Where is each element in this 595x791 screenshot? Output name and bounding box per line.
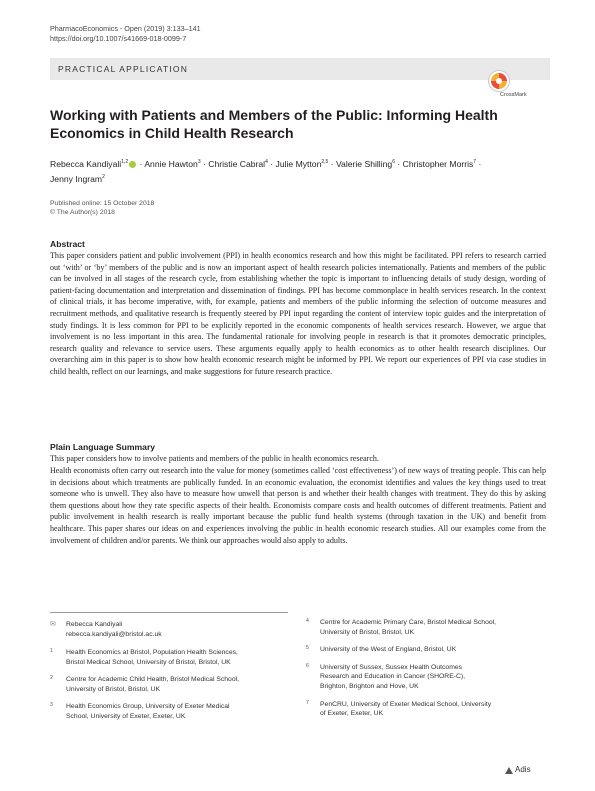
- affiliation-line: School, University of Exeter, Exeter, UK: [66, 713, 186, 720]
- affiliation-line: Health Economics at Bristol, Population Health Sciences,: [66, 649, 238, 656]
- affiliation-line: Health Economics Group, University of Exeter Medical: [66, 703, 230, 711]
- affiliation-number: 1: [50, 648, 53, 654]
- author-name[interactable]: Rebecca Kandiyali: [50, 158, 122, 169]
- affiliation-line: University of Bristol, Bristol, UK: [66, 685, 161, 693]
- author-name[interactable]: Julie Mytton: [275, 158, 322, 169]
- affiliation-line: Centre for Academic Primary Care, Bristol Medical School,: [320, 619, 497, 626]
- author-affiliation-marker: 7: [473, 159, 477, 165]
- affiliation-number: 3: [50, 702, 53, 709]
- author-name[interactable]: Annie Hawton: [144, 158, 198, 169]
- author-separator: ·: [200, 158, 209, 169]
- plain-summary-body: Health economists often carry out research into the value for money (sometimes called ‘cost effectiveness’) of new ways of treating people. This can help in decisions about which treatments are publically funded. In an economic evaluation, the economist identifies and values the key things used to treat someone who is unwell. They also have to measure how unwell that person is and whether their health changes with treatment. They do this by asking them questions about how they rate specific aspects of their health. Economists compare costs and health outcomes of different treatments. Patient and public involvement in health research is really important because the public fund health systems (through taxation in the UK) and benefit from healthcare. This paper shares our ideas on and experiences involving the public in health economic research studies. All our examples come from the involvement of children and/or parents. We think our approaches would also apply to adults.: [50, 466, 546, 545]
- contact-name: Rebecca Kandiyali: [66, 621, 123, 628]
- author-affiliation-marker: 4: [265, 159, 268, 165]
- affiliation-line: PenCRU, University of Exeter Medical School, University: [320, 700, 492, 708]
- plain-summary-intro: This paper considers how to involve patients and members of the public in health economics research.: [50, 454, 379, 463]
- affiliation-number: 7: [306, 699, 309, 706]
- adis-logo-icon: [505, 767, 513, 774]
- author-affiliation-marker: 1,2: [121, 159, 129, 165]
- section-label: PRACTICAL APPLICATION: [58, 64, 189, 74]
- author-affiliation-marker: 3: [197, 159, 201, 165]
- author-list: [50, 156, 550, 186]
- affiliation-number: 5: [306, 645, 309, 652]
- author-name[interactable]: Valerie Shilling: [335, 158, 393, 169]
- affiliation-line: University of Sussex, Sussex Health Outcomes: [320, 663, 463, 671]
- doi-link[interactable]: https://doi.org/10.1007/s41669-018-0099-7: [50, 34, 187, 43]
- crossmark-label: CrossMark: [500, 92, 527, 98]
- affiliation-number: 4: [306, 618, 309, 624]
- author-separator: ·: [328, 158, 336, 169]
- affiliation-line: Bristol Medical School, University of Bristol, Bristol, UK: [66, 658, 231, 666]
- crossmark-badge[interactable]: [486, 70, 548, 96]
- article-title: Working with Patients and Members of the Public: Informing Health Economics in Child Health Research: [50, 107, 498, 141]
- author-affiliation-marker: 2: [102, 173, 105, 180]
- abstract-text: This paper considers patient and public involvement (PPI) in health economics research and how this might be facilitated. PPI refers to research carried out ‘with’ or ‘by’ members of the public and is now an important aspect of health research policies internationally. Patients and members of the public can be involved in all stages of the research cycle, from establishing whether the topic is important to influencing details of study design, wording of patient-facing documentation and interpretation and dissemination of findings. PPI has become commonplace in health services research. In the context of clinical trials, it has become imperative, with, for example, patients and members of the public informing the selection of outcome measures and recruitment methods, and qualitative research is frequently steered by PPI input regarding the content of interview topic guides and the interpretation of study findings. It is less common for PPI to be explicitly reported in the economic components of health services research. However, we argue that involvement is no less important in this area. The fundamental rationale for involving people in research is that it promotes democratic principles, research quality and relevance to service users. These arguments equally apply to health economics as to other health research disciplines. Our overarching aim in this paper is to show how health economic research might be informed by PPI. We report our experiences of PPI via case studies in child health, reflect on our learnings, and make suggestions for future research practice.: [50, 251, 546, 376]
- author-separator: ·: [137, 158, 145, 169]
- orcid-icon[interactable]: [129, 161, 136, 168]
- affiliation-line: of Exeter, Exeter, UK: [320, 710, 384, 718]
- footnote-divider: [50, 612, 288, 613]
- journal-citation: PharmacoEconomics - Open (2019) 3:133–141: [50, 24, 201, 33]
- author-separator: ·: [394, 158, 403, 169]
- author-name[interactable]: Jenny Ingram: [50, 173, 103, 184]
- copyright-notice: © The Author(s) 2018: [50, 209, 115, 216]
- author-name[interactable]: Christie Cabral: [208, 158, 266, 169]
- publisher-name: Adis: [515, 765, 531, 774]
- contact-email-link[interactable]: rebecca.kandiyali@bristol.ac.uk: [66, 631, 162, 638]
- affiliation-number: 6: [306, 662, 309, 669]
- affiliation-line: Brighton, Brighton and Hove, UK: [320, 683, 419, 690]
- author-name[interactable]: Christopher Morris: [402, 158, 474, 169]
- affiliation-number: 2: [50, 675, 53, 682]
- author-affiliation-marker: 6: [392, 159, 395, 165]
- author-affiliation-marker: 2,5: [321, 159, 329, 165]
- affiliation-line: Research and Education in Cancer (SHORE-C),: [320, 673, 466, 681]
- published-date: Published online: 15 October 2018: [50, 200, 155, 207]
- abstract-heading: Abstract: [50, 239, 85, 249]
- crossmark-icon: [488, 70, 510, 92]
- affiliation-line: University of Bristol, Bristol, UK: [320, 628, 415, 636]
- author-separator: ·: [476, 158, 482, 169]
- affiliation-line: University of the West of England, Bristol, UK: [320, 646, 457, 654]
- envelope-icon: ✉: [50, 621, 56, 628]
- affiliation-line: Centre for Academic Child Health, Bristol Medical School,: [66, 676, 240, 684]
- plain-summary-heading: Plain Language Summary: [50, 442, 156, 452]
- author-separator: ·: [267, 158, 276, 169]
